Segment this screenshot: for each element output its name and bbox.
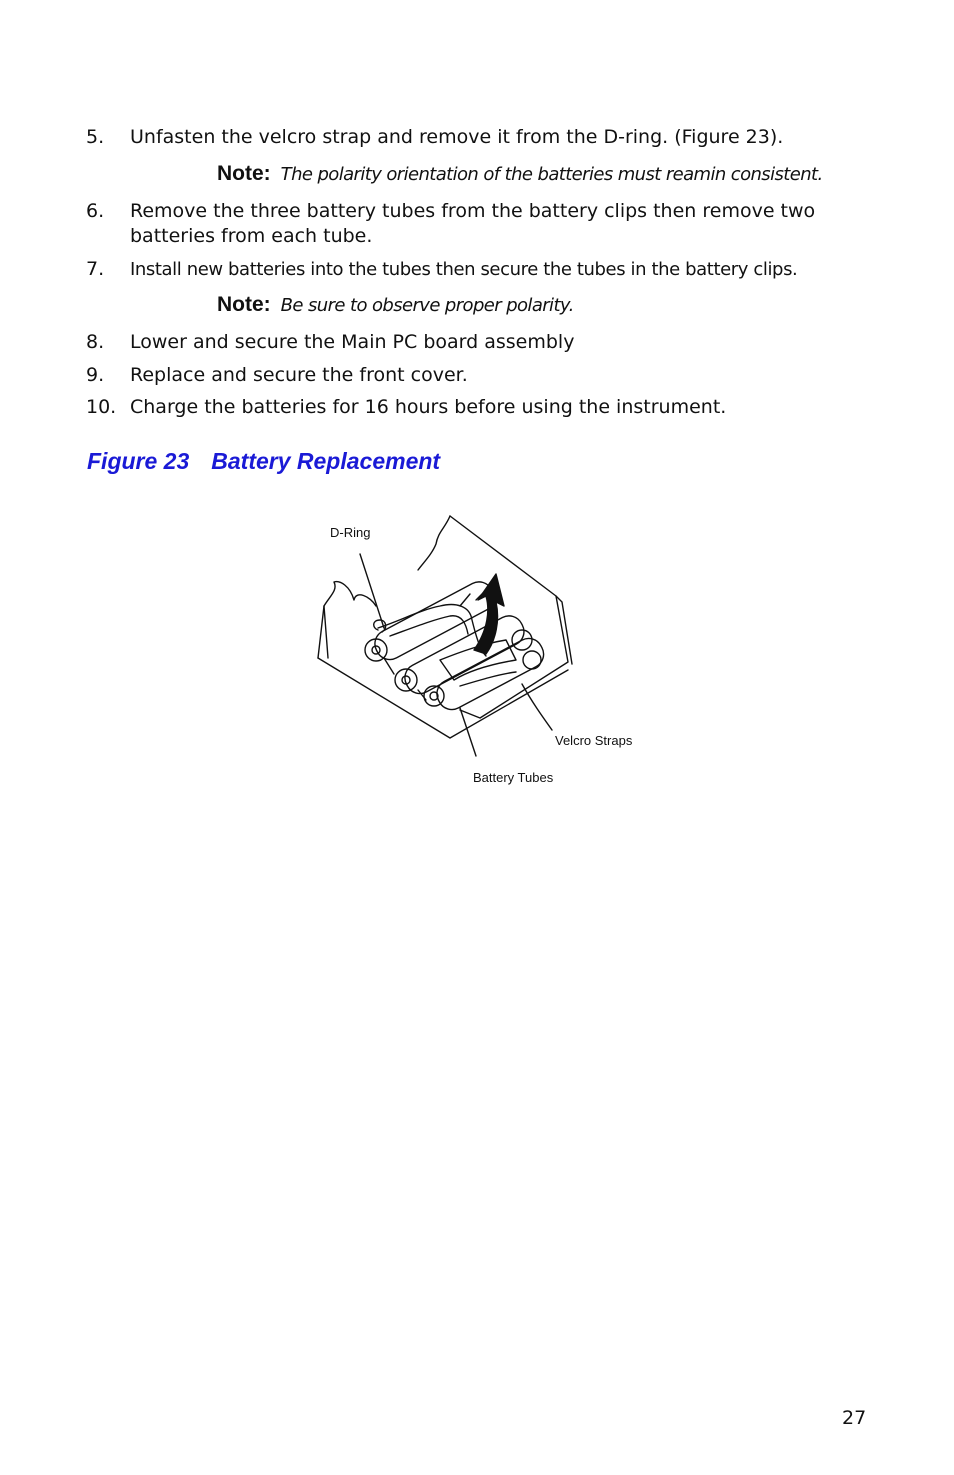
battery-illustration <box>310 510 650 795</box>
step-5 <box>86 125 866 150</box>
battery-tubes <box>365 577 549 715</box>
battery-replacement-figure <box>310 510 650 795</box>
step-text: Remove the three battery tubes from the battery clips then remove two batteries from each tube. <box>130 200 816 247</box>
note-text: Be sure to observe proper polarity. <box>280 295 574 316</box>
step-text: Replace and secure the front cover. <box>130 364 468 386</box>
step-number: 7. <box>86 258 105 280</box>
step-9 <box>86 363 866 388</box>
d-ring-label: D-Ring <box>330 525 371 540</box>
step-number: 5. <box>86 126 105 148</box>
step-number: 9. <box>86 364 105 386</box>
figure-number: Figure 23 <box>87 448 190 474</box>
figure-title: Battery Replacement <box>211 448 441 474</box>
step-number: 8. <box>86 331 105 353</box>
step-7 <box>86 257 866 282</box>
note-label: Note: <box>217 293 271 316</box>
d-ring-leader <box>360 554 384 628</box>
velcro-leader <box>522 684 552 730</box>
note-polarity-consistent <box>217 162 823 187</box>
step-6 <box>86 199 866 249</box>
step-10 <box>86 395 866 420</box>
step-text: Lower and secure the Main PC board assembly <box>130 331 575 353</box>
step-text: Charge the batteries for 16 hours before using the instrument. <box>130 396 727 418</box>
step-text: Install new batteries into the tubes then secure the tubes in the battery clips. <box>130 259 798 280</box>
battery-tubes-label: Battery Tubes <box>473 770 554 785</box>
page-number: 27 <box>842 1407 867 1429</box>
step-text: Unfasten the velcro strap and remove it from the D-ring. (Figure 23). <box>130 126 784 148</box>
velcro-straps-label: Velcro Straps <box>555 733 633 748</box>
step-8 <box>86 330 866 355</box>
step-number: 10. <box>86 396 117 418</box>
figure-caption <box>87 448 440 475</box>
note-label: Note: <box>217 162 271 185</box>
note-observe-polarity <box>217 293 574 318</box>
step-number: 6. <box>86 200 105 222</box>
tray-back-wall <box>450 516 568 718</box>
note-text: The polarity orientation of the batteries must reamin consistent. <box>280 164 823 185</box>
